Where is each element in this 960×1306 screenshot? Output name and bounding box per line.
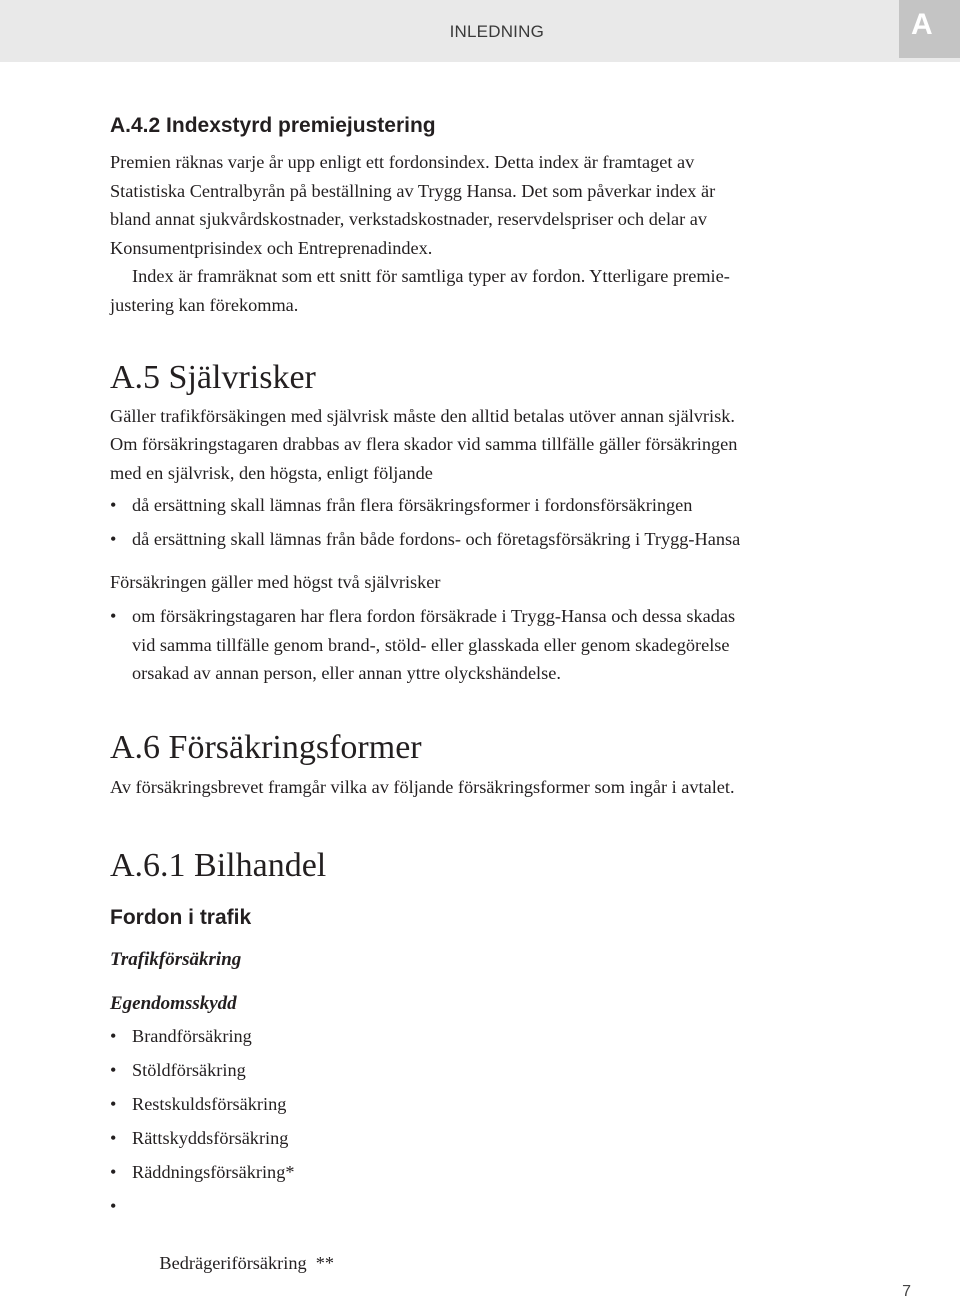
bullet: • (110, 1158, 116, 1187)
section-a42-heading: A.4.2 Indexstyrd premiejustering (110, 112, 880, 140)
page-content (110, 112, 880, 1306)
section-a42-paragraph-line: justering kan förekomma. (110, 291, 880, 320)
section-a5-paragraph-line: med en självrisk, den högsta, enligt följande (110, 459, 880, 488)
egendomsskydd-heading: Egendomsskydd (110, 990, 880, 1018)
list-item (110, 602, 880, 688)
running-header-title: INLEDNING (450, 22, 544, 42)
trafikforsakring-heading: Trafikförsäkring (110, 946, 880, 974)
section-a5-paragraph-line: Gäller trafikförsäkingen med självrisk måste den alltid betalas utöver annan självrisk. (110, 402, 880, 431)
section-a6-heading: A.6 Försäkringsformer (110, 728, 880, 768)
section-a42-paragraph-line: Konsumentprisindex och Entreprenadindex. (110, 234, 880, 263)
list-item-text: Restskuldsförsäkring (132, 1094, 286, 1114)
chapter-tab: A (899, 0, 960, 58)
bullet: • (110, 1192, 116, 1221)
section-a42-paragraph-line: bland annat sjukvårdskostnader, verkstadskostnader, reservdelspriser och delar av (110, 205, 880, 234)
section-a42-paragraph-line: Index är framräknat som ett snitt för samtliga typer av fordon. Ytterligare premie- (110, 262, 880, 291)
section-a61-heading: A.6.1 Bilhandel (110, 846, 880, 886)
list-item-text: Stöldförsäkring (132, 1060, 246, 1080)
section-a6-paragraph: Av försäkringsbrevet framgår vilka av följande försäkringsformer som ingår i avtalet. (110, 773, 880, 802)
list-item (110, 1056, 880, 1085)
section-a5-bullet-list (110, 491, 880, 553)
section-a5-heading: A.5 Självrisker (110, 358, 880, 398)
page-header (0, 0, 960, 62)
list-item-text: Brandförsäkring (132, 1026, 252, 1046)
list-item-text-line: om försäkringstagaren har flera fordon försäkrade i Trygg-Hansa och dessa skadas (132, 602, 880, 631)
bullet: • (110, 1022, 116, 1051)
list-item (110, 1158, 880, 1187)
list-item (110, 1090, 880, 1119)
section-a42-paragraph-line: Statistiska Centralbyrån på beställning av Trygg Hansa. Det som påverkar index är (110, 177, 880, 206)
bullet: • (110, 602, 116, 631)
list-item (110, 1192, 880, 1306)
section-a5-bullet-list-2 (110, 602, 880, 688)
list-item (110, 525, 880, 554)
list-item-text: Räddningsförsäkring* (132, 1162, 294, 1182)
list-item (110, 1124, 880, 1153)
bullet: • (110, 1056, 116, 1085)
list-item (110, 1022, 880, 1051)
bullet: • (110, 491, 116, 520)
fordon-i-trafik-heading: Fordon i trafik (110, 904, 880, 932)
bullet: • (110, 1124, 116, 1153)
page-number: 7 (902, 1283, 911, 1301)
section-a42-paragraph-line: Premien räknas varje år upp enligt ett fordonsindex. Detta index är framtaget av (110, 148, 880, 177)
list-item (110, 491, 880, 520)
section-a5-paragraph: Försäkringen gäller med högst två självrisker (110, 568, 880, 597)
list-item-text: Rättskyddsförsäkring (132, 1128, 288, 1148)
bullet: • (110, 525, 116, 554)
list-item-text-line: orsakad av annan person, eller annan yttre olyckshändelse. (132, 659, 880, 688)
list-item-text: då ersättning skall lämnas från flera försäkringsformer i fordonsförsäkringen (132, 495, 692, 515)
list-item-text: då ersättning skall lämnas från både fordons- och företagsförsäkring i Trygg-Hansa (132, 529, 740, 549)
list-item-text-line: vid samma tillfälle genom brand-, stöld- eller glasskada eller genom skadegörelse (132, 631, 880, 660)
egendomsskydd-list (110, 1022, 880, 1306)
section-a5-paragraph-line: Om försäkringstagaren drabbas av flera skador vid samma tillfälle gäller försäkringen (110, 430, 880, 459)
bullet: • (110, 1090, 116, 1119)
list-item-text: Bedrägeriförsäkring ** (159, 1253, 334, 1273)
